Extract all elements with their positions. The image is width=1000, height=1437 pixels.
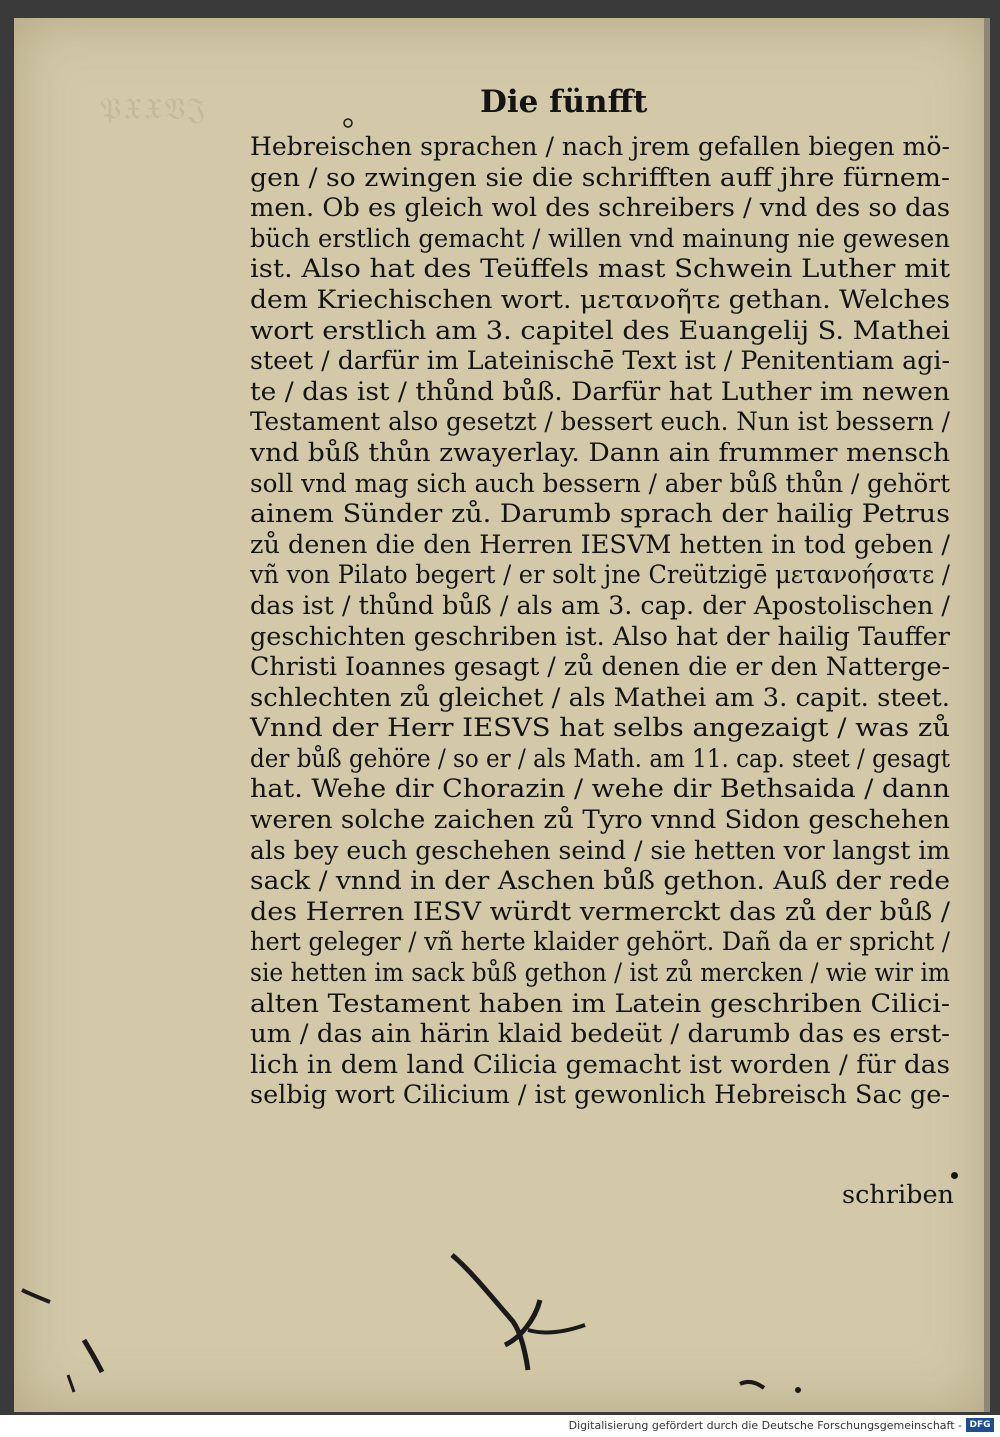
text-line: men. Ob es gleich wol des schreibers / vnd des so das — [250, 193, 950, 224]
text-line: soll vnd mag sich auch bessern / aber bůß thůn / gehört — [250, 468, 950, 499]
text-line: geschichten geschriben ist. Also hat der hailig Tauffer — [250, 621, 950, 652]
text-line: Testament also gesetzt / bessert euch. Nun ist bessern / — [250, 407, 950, 438]
text-line: wort erstlich am 3. capitel des Euangelij S. Mathei — [250, 315, 950, 346]
text-line: sack / vnnd in der Aschen bůß gethon. Auß der rede — [250, 866, 950, 897]
text-line: lich in dem land Cilicia gemacht ist worden / für das — [250, 1049, 950, 1080]
text-line: Christi Ioannes gesagt / zů denen die er den Natterge- — [250, 652, 950, 683]
text-line: schlechten zů gleichet / als Mathei am 3. capit. steet. — [250, 682, 950, 713]
text-line: Hebreischen sprachen / nach jrem gefallen biegen mö- — [250, 132, 950, 162]
text-line: um / das ain härin klaid bedeüt / darumb das es erst- — [250, 1019, 950, 1050]
text-line: vnd bůß thůn zwayerlay. Dann ain frummer mensch — [250, 437, 950, 468]
running-head: Die fünfft — [480, 84, 648, 120]
marginal-folio-note: 𝔓𝔛𝔛𝔙𝔍 — [100, 92, 208, 127]
text-line: sie hetten im sack bůß gethon / ist zů mercken / wie wir im — [250, 958, 950, 989]
dfg-logo-icon: DFG — [966, 1418, 994, 1432]
text-line: dem Kriechischen wort. μετανοῆτε gethan. Welches — [250, 284, 950, 315]
text-line: zů denen die den Herren IESVM hetten in tod geben / — [250, 529, 950, 560]
text-line: das ist / thůnd bůß / als am 3. cap. der Apostolischen / — [250, 590, 950, 621]
text-line: büch erstlich gemacht / willen vnd mainung nie gewesen — [250, 223, 950, 254]
text-line: der bůß gehöre / so er / als Math. am 11. cap. steet / gesagt — [250, 743, 950, 774]
text-line: des Herren IESV würdt vermerckt das zů der bůß / — [250, 896, 950, 927]
text-line: weren solche zaichen zů Tyro vnnd Sidon geschehen — [250, 805, 950, 836]
text-line: ist. Also hat des Teüffels mast Schwein Luther mit — [250, 254, 950, 285]
catchword: schriben — [842, 1180, 954, 1210]
text-line: alten Testament haben im Latein geschriben Cilici- — [250, 988, 950, 1019]
footer-bar — [0, 1415, 1000, 1437]
text-line: selbig wort Cilicium / ist gewonlich Hebreisch Sac ge- — [250, 1080, 950, 1111]
text-line: ainem Sünder zů. Darumb sprach der hailig Petrus — [250, 499, 950, 530]
ink-dot — [951, 1172, 958, 1179]
body-text — [250, 132, 950, 1111]
text-line: als bey euch geschehen seind / sie hetten vor langst im — [250, 835, 950, 866]
funding-credit: Digitalisierung gefördert durch die Deutsche Forschungsgemeinschaft - — [568, 1419, 962, 1432]
text-line: te / das ist / thůnd bůß. Darfür hat Luther im newen — [250, 376, 950, 407]
text-line: hert geleger / vñ herte klaider gehört. Dañ da er spricht / — [250, 927, 950, 958]
text-line: Vnnd der Herr IESVS hat selbs angezaigt / was zů — [250, 713, 951, 744]
text-line: vñ von Pilato begert / er solt jne Creützigē μετανοήσατε / — [250, 560, 950, 591]
text-line: gen / so zwingen sie die schrifften auff jhre fürnem- — [250, 162, 950, 193]
text-line: hat. Wehe dir Chorazin / wehe dir Bethsaida / dann — [250, 774, 950, 805]
text-line: steet / darfür im Lateinischē Text ist / Penitentiam agi- — [250, 346, 950, 377]
